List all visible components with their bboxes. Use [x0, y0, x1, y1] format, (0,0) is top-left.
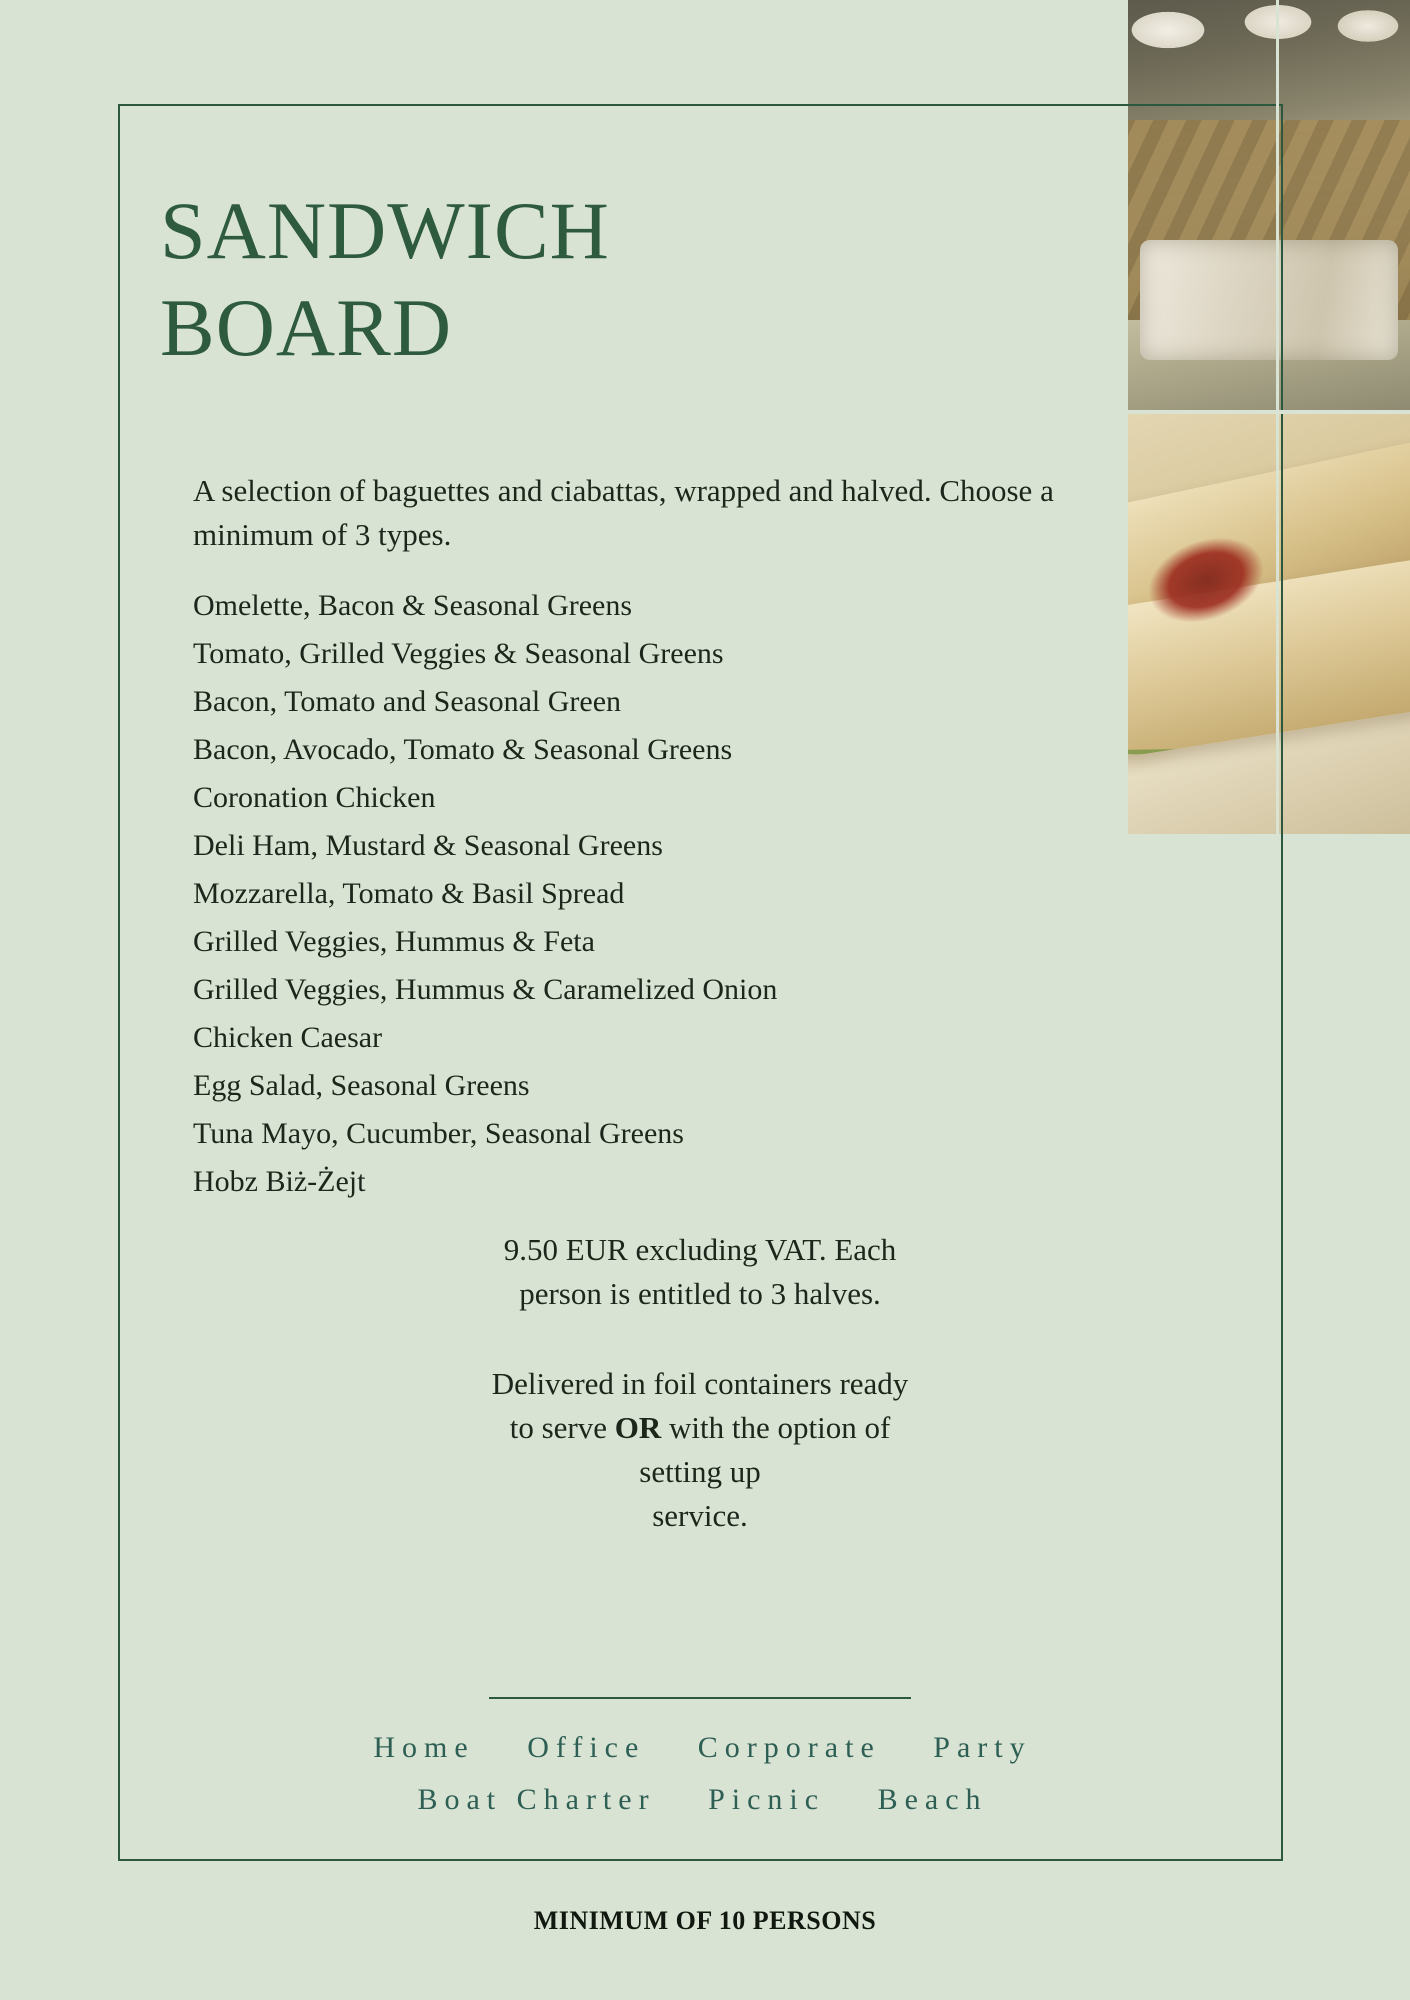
- service-tags: [150, 1722, 1255, 1826]
- sandwich-list: [193, 582, 1123, 1206]
- delivery-line-2-before: to serve: [509, 1410, 615, 1446]
- list-item: Egg Salad, Seasonal Greens: [193, 1069, 530, 1102]
- service-tags-row-1: [150, 1722, 1255, 1774]
- photo-vertical-seam: [1276, 0, 1279, 834]
- list-item: Hobz Biż-Żejt: [193, 1165, 366, 1198]
- section-divider: [489, 1697, 911, 1699]
- tag-home: Home: [373, 1731, 475, 1764]
- tag-office: Office: [527, 1731, 646, 1764]
- intro-paragraph: A selection of baguettes and ciabattas, wrapped and halved. Choose a minimum of 3 types.: [193, 473, 1054, 553]
- list-item: Chicken Caesar: [193, 1021, 383, 1054]
- service-tags-row-2: [150, 1774, 1255, 1826]
- delivery-line-2: [330, 1406, 1070, 1450]
- tag-picnic: Picnic: [708, 1783, 826, 1816]
- delivery-line-2-after: with the option of: [661, 1410, 891, 1446]
- list-item: Bacon, Avocado, Tomato & Seasonal Greens: [193, 733, 733, 766]
- list-item: Bacon, Tomato and Seasonal Green: [193, 685, 622, 718]
- page-title: [160, 183, 960, 377]
- tag-party: Party: [933, 1731, 1032, 1764]
- list-item: Tomato, Grilled Veggies & Seasonal Greens: [193, 637, 724, 670]
- footer-note: MINIMUM OF 10 PERSONS: [533, 1906, 877, 1935]
- tag-beach: Beach: [877, 1783, 988, 1816]
- delivery-line-1: Delivered in foil containers ready: [491, 1366, 909, 1401]
- tag-corporate: Corporate: [697, 1731, 881, 1764]
- delivery-line-3: setting up: [639, 1454, 761, 1490]
- list-item: Coronation Chicken: [193, 781, 436, 814]
- list-item: Mozzarella, Tomato & Basil Spread: [193, 877, 625, 910]
- delivery-note: [330, 1362, 1070, 1538]
- delivery-emphasis: OR: [614, 1410, 662, 1446]
- tag-boat-charter: Boat Charter: [417, 1783, 656, 1816]
- list-item: Grilled Veggies, Hummus & Caramelized Onion: [193, 973, 778, 1006]
- list-item: Tuna Mayo, Cucumber, Seasonal Greens: [193, 1117, 684, 1150]
- list-item: Omelette, Bacon & Seasonal Greens: [193, 589, 633, 622]
- price-note: [330, 1228, 1070, 1316]
- list-item: Deli Ham, Mustard & Seasonal Greens: [193, 829, 663, 862]
- price-line-2: person is entitled to 3 halves.: [519, 1276, 881, 1312]
- title-line-1: SANDWICH: [160, 184, 610, 276]
- list-item: Grilled Veggies, Hummus & Feta: [193, 925, 595, 958]
- title-line-2: BOARD: [160, 281, 453, 373]
- photo-horizontal-seam: [1128, 410, 1410, 414]
- delivery-line-4: service.: [652, 1498, 748, 1534]
- price-line-1: 9.50 EUR excluding VAT. Each: [503, 1232, 897, 1267]
